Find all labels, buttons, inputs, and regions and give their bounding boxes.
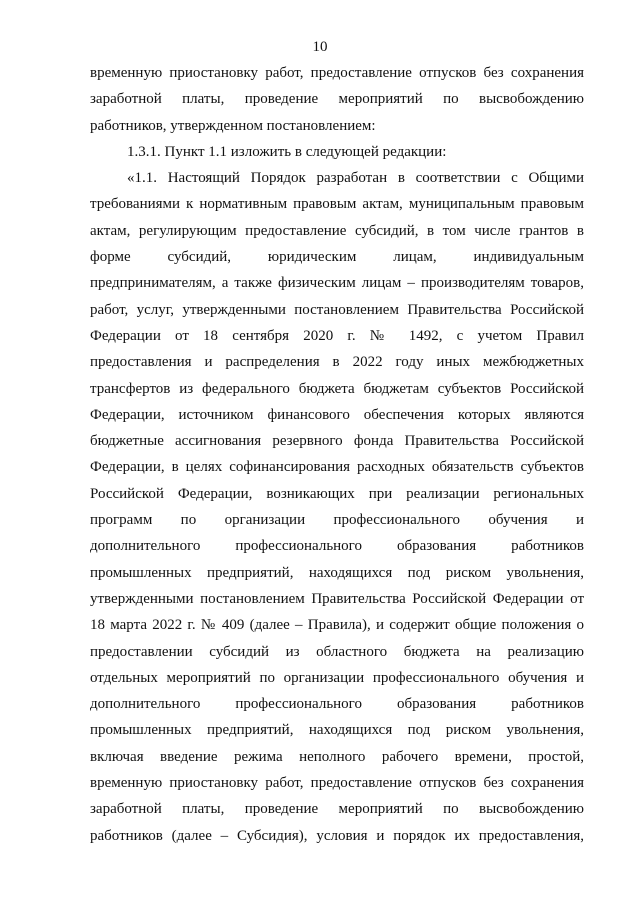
text-line: включая введение режима неполного рабочего времени, простой, — [90, 748, 584, 765]
text-line: работников, утвержденном постановлением: — [90, 117, 376, 134]
text-line: Федерации, в целях софинансирования расходных обязательств субъектов — [90, 459, 584, 476]
text-line: бюджетные ассигнования резервного фонда Правительства Российской — [90, 433, 584, 450]
text-line: промышленных предприятий, находящихся под риском увольнения, — [90, 564, 584, 581]
text-line: отдельных мероприятий по организации профессионального обучения и — [90, 669, 584, 686]
text-line: 1.3.1. Пункт 1.1 изложить в следующей редакции: — [127, 143, 447, 160]
document-body — [90, 60, 584, 849]
text-line: 18 марта 2022 г. № 409 (далее – Правила), и содержит общие положения о — [90, 617, 584, 634]
text-line: Российской Федерации, возникающих при реализации региональных — [90, 485, 584, 502]
text-line: утвержденными постановлением Правительства Российской Федерации от — [90, 590, 584, 607]
text-line: требованиями к нормативным правовым актам, муниципальным правовым — [90, 196, 584, 213]
text-line: временную приостановку работ, предоставление отпусков без сохранения — [90, 65, 584, 81]
text-line: предоставления и распределения в 2022 году иных межбюджетных — [90, 354, 584, 371]
text-line: предпринимателям, а также физическим лицам – производителям товаров, — [90, 275, 584, 292]
text-line: работ, услуг, утвержденными постановлением Правительства Российской — [90, 301, 584, 318]
text-line: заработной платы, проведение мероприятий по высвобождению — [90, 91, 584, 108]
text-line: дополнительного профессионального образования работников — [90, 696, 584, 713]
text-line: «1.1. Настоящий Порядок разработан в соответствии с Общими — [127, 170, 584, 187]
text-line: дополнительного профессионального образования работников — [90, 538, 584, 555]
text-line: Федерации, источником финансового обеспечения которых являются — [90, 406, 584, 423]
text-line: предоставлении субсидий из областного бюджета на реализацию — [90, 643, 584, 660]
text-line: работников (далее – Субсидия), условия и порядок их предоставления, — [90, 827, 584, 844]
text-line: актам, регулирующим предоставление субсидий, в том числе грантов в — [90, 222, 584, 239]
text-line: временную приостановку работ, предоставление отпусков без сохранения — [90, 775, 584, 792]
page-number: 10 — [312, 39, 328, 55]
text-line: Федерации от 18 сентября 2020 г. № 1492, с учетом Правил — [90, 327, 584, 344]
text-line: программ по организации профессионального обучения и — [90, 512, 584, 529]
text-line: форме субсидий, юридическим лицам, индивидуальным — [90, 249, 584, 266]
text-line: заработной платы, проведение мероприятий по высвобождению — [90, 801, 584, 818]
text-line: трансфертов из федерального бюджета бюджетам субъектов Российской — [90, 380, 584, 397]
text-line: промышленных предприятий, находящихся под риском увольнения, — [90, 722, 584, 739]
